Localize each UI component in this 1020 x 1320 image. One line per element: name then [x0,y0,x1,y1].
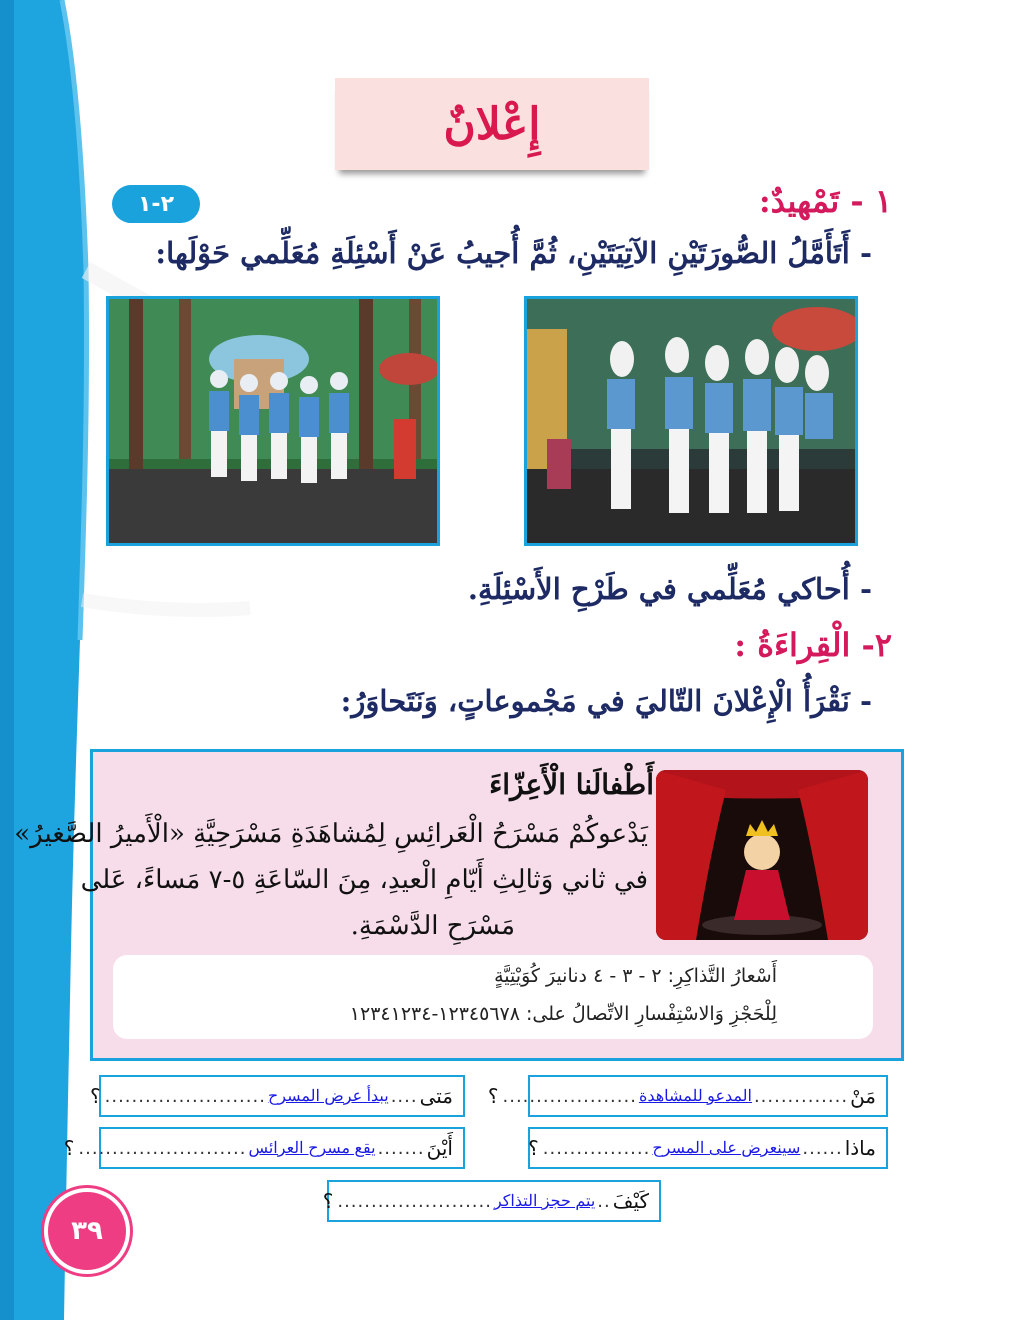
question-word: كَيْفَ [612,1189,649,1213]
section1-heading: ١ - تَمْهيدٌ: [758,182,892,220]
question-where-box [63,1127,465,1169]
theater-curtain-image [656,770,868,940]
question-how-box [322,1180,661,1222]
question-what-box [528,1127,888,1169]
section1-task: - أُحاكي مُعَلِّمي في طَرْحِ الأَسْئِلَةِ. [467,572,872,606]
answer-dots: ......................... [78,1137,247,1159]
lesson-title: إِعْلانٌ [443,98,541,150]
ad-line-3: مَسْرَحِ الدَّسْمَةِ. [350,911,515,941]
booking-contact: لِلْحَجْزِ وَالاسْتِفْسارِ الاتِّصالُ على: ١٢٣٤٥٦٧٨-١٢٣٤١٢٣٤ [349,1003,777,1025]
answer-dots: ................ [542,1137,651,1159]
section1-instruction: - أَتَأَمَّلُ الصُّورَتَيْنِ الآتِيَتَيْنِ، ثُمَّ أُجيبُ عَنْ أَسْئِلَةِ مُعَلِّمي حَوْلَها: [155,236,872,270]
lesson-title-box [335,78,649,170]
answer-where[interactable]: يقع مسرح العرائس [248,1140,376,1157]
answer-when[interactable]: يبدأ عرض المسرح [267,1088,389,1105]
answer-dots: ....................... [337,1190,492,1212]
question-word: مَنْ [850,1084,876,1108]
section-ref-badge: ٢-١ [112,185,200,223]
answer-dots: ........................ [104,1085,266,1107]
question-who-box [487,1075,888,1117]
question-mark: ؟ [90,1084,101,1108]
prince-puppet-picture [656,770,868,940]
question-mark: ؟ [63,1136,75,1160]
photo-stage-right [524,296,858,546]
section2-heading: ٢- الْقِراءَةُ : [734,626,892,664]
stage-photo-image [527,299,855,543]
question-mark: ؟ [322,1189,334,1213]
ad-line-1: يَدْعوكُمْ مَسْرَحُ الْعَرائِسِ لِمُشاهَدَةِ مَسْرَحِيَّةِ «الْأَميرُ الصَّغيرُ» [14,819,648,849]
question-mark: ؟ [487,1084,499,1108]
page-number-badge: ٣٩ [44,1188,130,1274]
answer-how[interactable]: يتم حجز التذاكر [493,1193,596,1210]
photo-stage-left [106,296,440,546]
ad-info-panel [113,955,873,1039]
question-mark: ؟ [528,1136,539,1160]
answer-what[interactable]: سينعرض على المسرح [652,1140,801,1157]
answer-dots: ...... [802,1137,843,1159]
answer-dots: .. [597,1190,611,1212]
answer-dots: .... [390,1085,418,1107]
answer-dots: .................... [502,1085,637,1107]
stage-photo-image [109,299,437,543]
question-when-box [90,1075,465,1117]
ad-greeting: أَطْفالَنا الْأَعِزّاءَ [489,768,654,801]
question-word: مَتى [419,1084,453,1108]
answer-dots: .............. [753,1085,849,1107]
ad-line-2: في ثاني وَثالِثِ أَيّامِ الْعيدِ، مِنَ السّاعَةِ ٥-٧ مَساءً، عَلى [80,865,648,895]
question-word: أَيْنَ [426,1136,453,1160]
answer-who[interactable]: المدعو للمشاهدة [638,1088,752,1105]
question-word: ماذا [844,1136,876,1160]
answer-dots: ....... [377,1137,425,1159]
section2-instruction: - نَقْرَأُ الْإِعْلانَ التّاليَ في مَجْموعاتٍ، وَنَتَحاوَرُ: [340,684,872,718]
ticket-prices: أَسْعارُ التَّذاكِرِ: ٢ - ٣ - ٤ دنانيرَ كُوَيْتِيَّةٍ [494,965,777,987]
